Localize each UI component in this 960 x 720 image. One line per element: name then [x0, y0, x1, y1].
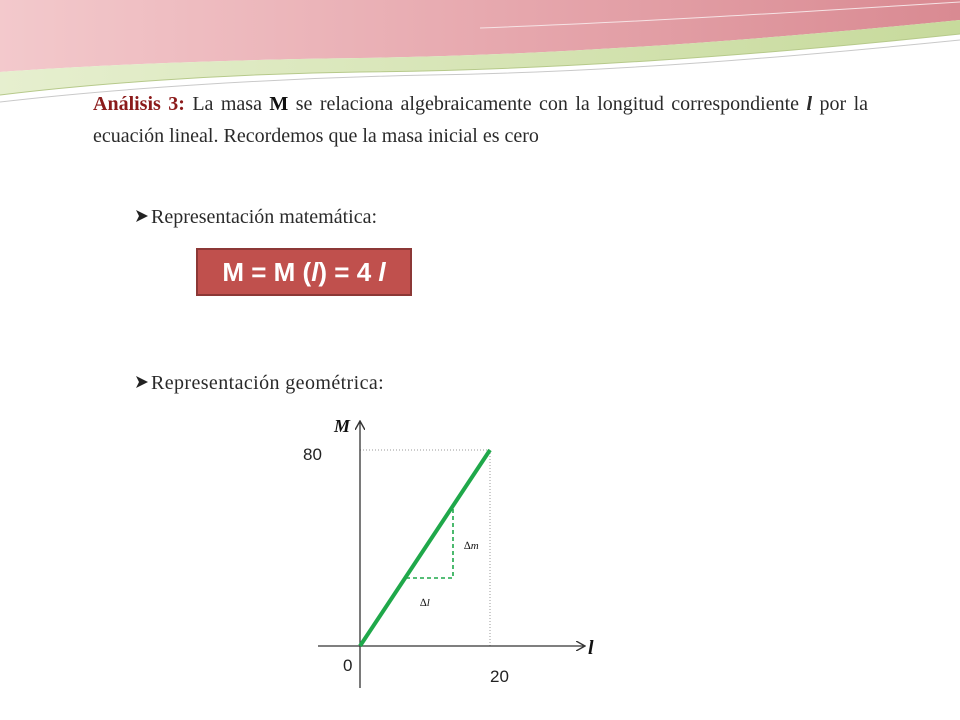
formula-var-2: l [378, 256, 386, 287]
analysis-label: Análisis 3: [93, 93, 185, 115]
bullet-math-text: Representación matemática: [151, 206, 378, 228]
y-axis-label: M [334, 416, 351, 436]
x-tick-label: 20 [490, 667, 509, 686]
formula-var: l [311, 256, 319, 287]
delta-m-label: ∆m [464, 540, 479, 552]
paragraph-text-1: La masa [184, 93, 270, 115]
paragraph-text-2: se relaciona algebraicamente con la longitud correspondiente [288, 93, 807, 115]
delta-l-label: ∆l [420, 597, 430, 609]
origin-label: 0 [343, 656, 353, 675]
mass-symbol: M [269, 93, 289, 115]
formula-part-2: ) = 4 [318, 256, 372, 287]
length-symbol: l [806, 93, 813, 115]
bullet-geo-text: Representación geométrica: [151, 372, 385, 394]
y-tick-label: 80 [303, 445, 322, 464]
formula-part-1: M = M ( [222, 256, 312, 287]
x-axis-label: l [588, 637, 594, 659]
paragraph-text-3: por la ecuación lineal. Recordemos que la masa inicial es cero [93, 93, 868, 147]
